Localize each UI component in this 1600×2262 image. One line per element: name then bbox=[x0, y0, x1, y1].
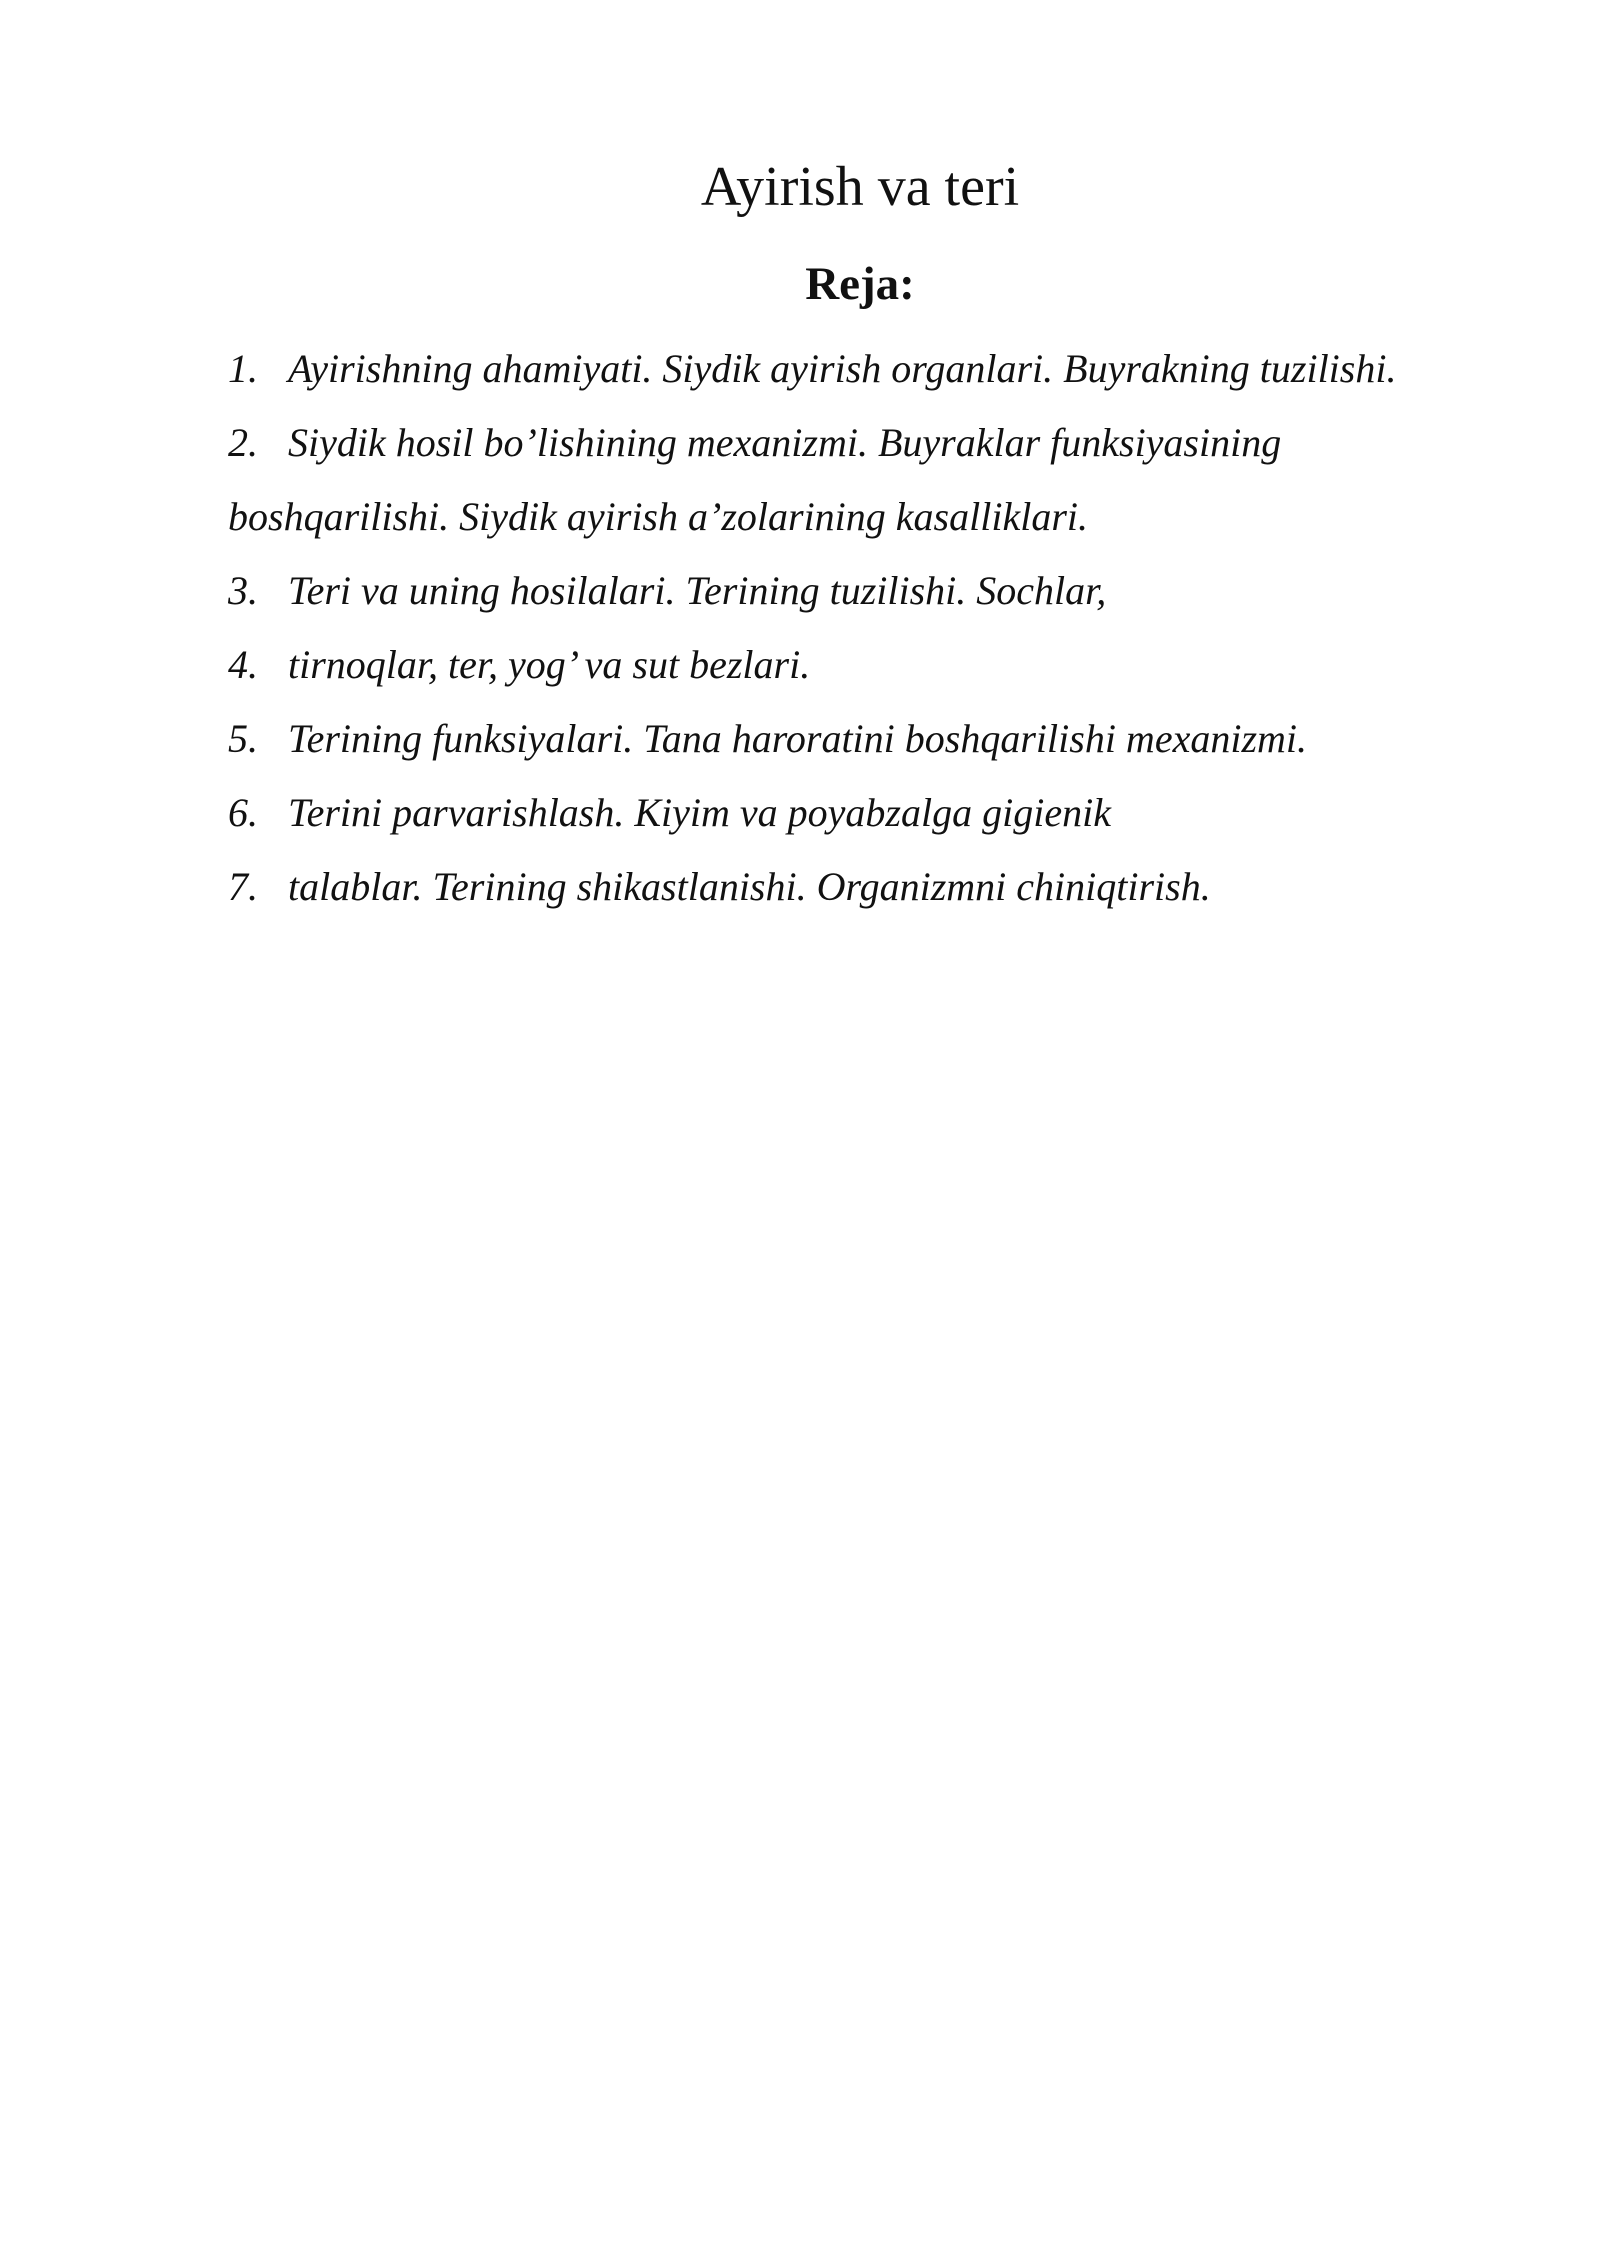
plan-item-text: Terining funksiyalari. Tana haroratini boshqarilishi mexanizmi. bbox=[288, 716, 1308, 761]
plan-item-number: 3. bbox=[228, 568, 258, 613]
plan-item-text: Teri va uning hosilalari. Terining tuzilishi. Sochlar, bbox=[288, 568, 1107, 613]
plan-item-text: boshqarilishi. Siydik ayirish a’zolarining kasalliklari. bbox=[228, 494, 1088, 539]
plan-item-number: 2. bbox=[228, 420, 258, 465]
plan-item-1 bbox=[228, 332, 1528, 406]
plan-list bbox=[228, 332, 1528, 924]
plan-item-number: 7. bbox=[228, 864, 258, 909]
plan-item-number: 1. bbox=[228, 346, 258, 391]
plan-item-2 bbox=[228, 406, 1528, 480]
plan-item-5 bbox=[228, 702, 1528, 776]
plan-item-3 bbox=[228, 554, 1528, 628]
plan-item-text: Ayirishning ahamiyati. Siydik ayirish organlari. Buyrakning tuzilishi. bbox=[288, 346, 1397, 391]
plan-item-number: 5. bbox=[228, 716, 258, 761]
plan-item-text: tirnoqlar, ter, yog’ va sut bezlari. bbox=[288, 642, 811, 687]
plan-item-text: Terini parvarishlash. Kiyim va poyabzalga gigienik bbox=[288, 790, 1111, 835]
plan-item-7 bbox=[228, 850, 1528, 924]
plan-item-4 bbox=[228, 628, 1528, 702]
plan-item-number: 6. bbox=[228, 790, 258, 835]
plan-item-text: talablar. Terining shikastlanishi. Organizmni chiniqtirish. bbox=[288, 864, 1211, 909]
plan-item-number: 4. bbox=[228, 642, 258, 687]
plan-item-6 bbox=[228, 776, 1528, 850]
plan-heading: Reja: bbox=[805, 258, 915, 310]
plan-item-2-continued bbox=[228, 480, 1528, 554]
document-title: Ayirish va teri bbox=[700, 156, 1020, 218]
plan-item-text: Siydik hosil bo’lishining mexanizmi. Buyraklar funksiyasining bbox=[288, 420, 1282, 465]
